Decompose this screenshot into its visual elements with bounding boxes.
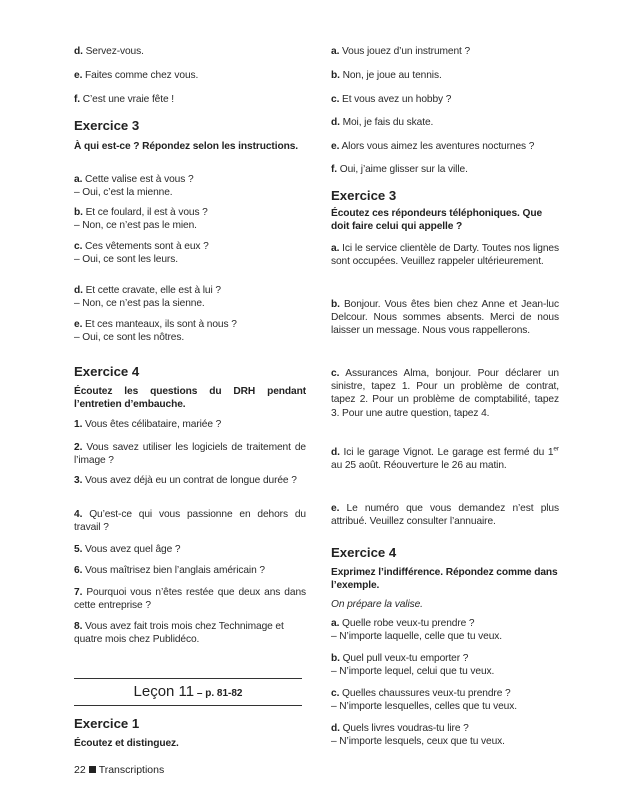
item-text: Ici le service clientèle de Darty. Toutes nos lignes sont occupées. Veuillez rappeler ultérieurement. [331,243,559,268]
item-label: b. [74,207,83,218]
exercise-item [74,508,306,534]
item-label: d. [331,723,340,734]
exercise-item [74,173,306,199]
item-label: f. [331,164,338,175]
exercise-item [331,298,559,338]
item-label: e. [331,503,340,514]
item-label: 4. [74,509,83,520]
item-text: Moi, je fais du skate. [342,117,434,128]
item-text: Servez-vous. [85,46,144,57]
item-answer: – N’importe lesquels, ceux que tu veux. [331,736,505,748]
exercise-title: Exercice 3 [331,188,397,203]
item-question: Et ces manteaux, ils sont à nous ? [85,319,237,330]
exercise-item [74,543,306,556]
item-question: Ces vêtements sont à eux ? [85,241,209,252]
item-label: 3. [74,475,83,486]
item-text-end: au 25 août. Réouverture le 26 au matin. [331,460,507,472]
item-question: Quelle robe veux-tu prendre ? [342,618,475,629]
item-text: Le numéro que vous demandez n’est plus attribué. Veuillez consulter l’annuaire. [331,503,559,528]
item-text: Vous êtes célibataire, mariée ? [85,419,222,430]
item-text: Vous avez déjà eu un contrat de longue durée ? [85,475,297,486]
exercise-instruction: Écoutez et distinguez. [74,738,179,749]
item-label: d. [74,285,83,296]
item-text: Vous avez quel âge ? [85,544,181,555]
item-label: 8. [74,621,83,632]
exercise-item [331,367,559,420]
item-label: 6. [74,565,83,576]
item-label: d. [74,46,83,57]
item-question: Quels livres voudras-tu lire ? [342,723,469,734]
line-f [74,93,306,106]
item-label: a. [331,618,340,629]
item-answer: – N’importe lequel, celui que tu veux. [331,666,495,678]
section-name: Transcriptions [98,764,165,776]
item-label: d. [331,447,340,458]
item-text: C’est une vraie fête ! [82,94,174,105]
item-answer: – Oui, ce sont les leurs. [74,254,178,266]
item-text: Bonjour. Vous êtes bien chez Anne et Jean-luc Delcour. Nous sommes absents. Merci de nous laisser un message. Nous vous rappellerons. [331,299,559,337]
exercise-instruction: Écoutez les questions du DRH pendant l’entretien d’embauche. [74,386,306,411]
exercise-item [331,446,559,472]
item-label: e. [74,319,83,330]
item-text: Pourquoi vous n’êtes restée que deux ans dans cette entreprise ? [74,587,306,612]
item-text: Non, je joue au tennis. [342,70,442,81]
item-label: e. [74,70,83,81]
page-footer [74,763,164,777]
item-label: b. [331,70,340,81]
item-text: Vous avez fait trois mois chez Technimage et quatre mois chez Publidéco. [74,621,284,646]
exercise-title: Exercice 4 [331,545,397,560]
exercise-item [331,502,559,528]
item-answer: – Oui, c’est la mienne. [74,187,173,199]
item-label: a. [331,243,340,254]
exercise-instruction: À qui est-ce ? Répondez selon les instructions. [74,141,298,152]
line-d [331,116,559,129]
item-text: Faites comme chez vous. [85,70,199,81]
item-question: Quel pull veux-tu emporter ? [342,653,469,664]
item-question: Cette valise est à vous ? [85,174,194,185]
item-label: b. [331,653,340,664]
exercise-instruction: Écoutez ces répondeurs téléphoniques. Que doit faire celui qui appelle ? [331,208,543,233]
item-label: 7. [74,587,83,598]
item-label: 2. [74,442,83,453]
item-question: Et ce foulard, il est à vous ? [85,207,208,218]
item-text: Alors vous aimez les aventures nocturnes ? [341,141,535,152]
line-e [74,69,306,82]
lesson-title: Leçon 11 [133,683,195,700]
lesson-pages: – p. 81-82 [194,688,243,699]
item-question: Quelles chaussures veux-tu prendre ? [342,688,511,699]
exercise-item [74,620,306,646]
item-label: a. [331,46,340,57]
line-f [331,163,559,176]
item-answer: – N’importe lesquelles, celles que tu veux. [331,701,517,713]
item-text: Oui, j’aime glisser sur la ville. [339,164,468,175]
line-b [331,69,559,82]
item-label: a. [74,174,83,185]
line-c [331,93,559,106]
exercise-item [74,240,306,266]
item-text-start: Ici le garage Vignot. Le garage est fermé du 1 [343,447,554,458]
exercise-item [74,318,306,344]
item-label: c. [331,94,340,105]
item-text: Vous maîtrisez bien l’anglais américain ? [85,565,265,576]
exercise-item [331,242,559,268]
exercise-title: Exercice 1 [74,716,140,731]
item-question: Et cette cravate, elle est à lui ? [85,285,221,296]
exercise-item [74,474,306,487]
square-bullet-icon [89,766,96,773]
item-label: e. [331,141,340,152]
item-label: 5. [74,544,83,555]
line-a [331,45,559,58]
exercise-title: Exercice 4 [74,364,140,379]
exercise-item [74,284,306,310]
exercise-item [331,687,559,713]
exercise-item [331,722,559,748]
item-text: Assurances Alma, bonjour. Pour déclarer un sinistre, tapez 1. Pour un problème de contrat, tapez 2. Pour un problème de comptabilité, tapez 3. Pour une autre question, tapez 4. [331,368,559,419]
item-text: Qu’est-ce qui vous passionne en dehors du travail ? [74,509,306,534]
ordinal-superscript: er [553,445,559,453]
item-label: c. [331,368,340,379]
item-text: Et vous avez un hobby ? [342,94,452,105]
item-answer: – N’importe laquelle, celle que tu veux. [331,631,502,643]
page-number: 22 [74,764,86,776]
exercise-item [74,441,306,467]
item-label: d. [331,117,340,128]
item-label: f. [74,94,81,105]
exercise-item [74,418,306,431]
exercise-example: On prépare la valise. [331,599,423,610]
line-d [74,45,306,58]
exercise-title: Exercice 3 [74,118,140,133]
exercise-item [74,206,306,232]
item-label: 1. [74,419,83,430]
exercise-item [74,586,306,612]
exercise-item [331,617,559,643]
item-label: b. [331,299,340,310]
line-e [331,140,559,153]
item-label: c. [331,688,340,699]
exercise-item [74,564,306,577]
item-answer: – Oui, ce sont les nôtres. [74,332,185,344]
exercise-item [331,652,559,678]
item-answer: – Non, ce n’est pas le mien. [74,220,197,232]
item-label: c. [74,241,83,252]
exercise-instruction: Exprimez l’indifférence. Répondez comme dans l’exemple. [331,567,558,592]
item-answer: – Non, ce n’est pas la sienne. [74,298,205,310]
lesson-banner [74,678,302,706]
item-text: Vous savez utiliser les logiciels de traitement de l’image ? [74,442,306,467]
item-text: Vous jouez d’un instrument ? [342,46,471,57]
